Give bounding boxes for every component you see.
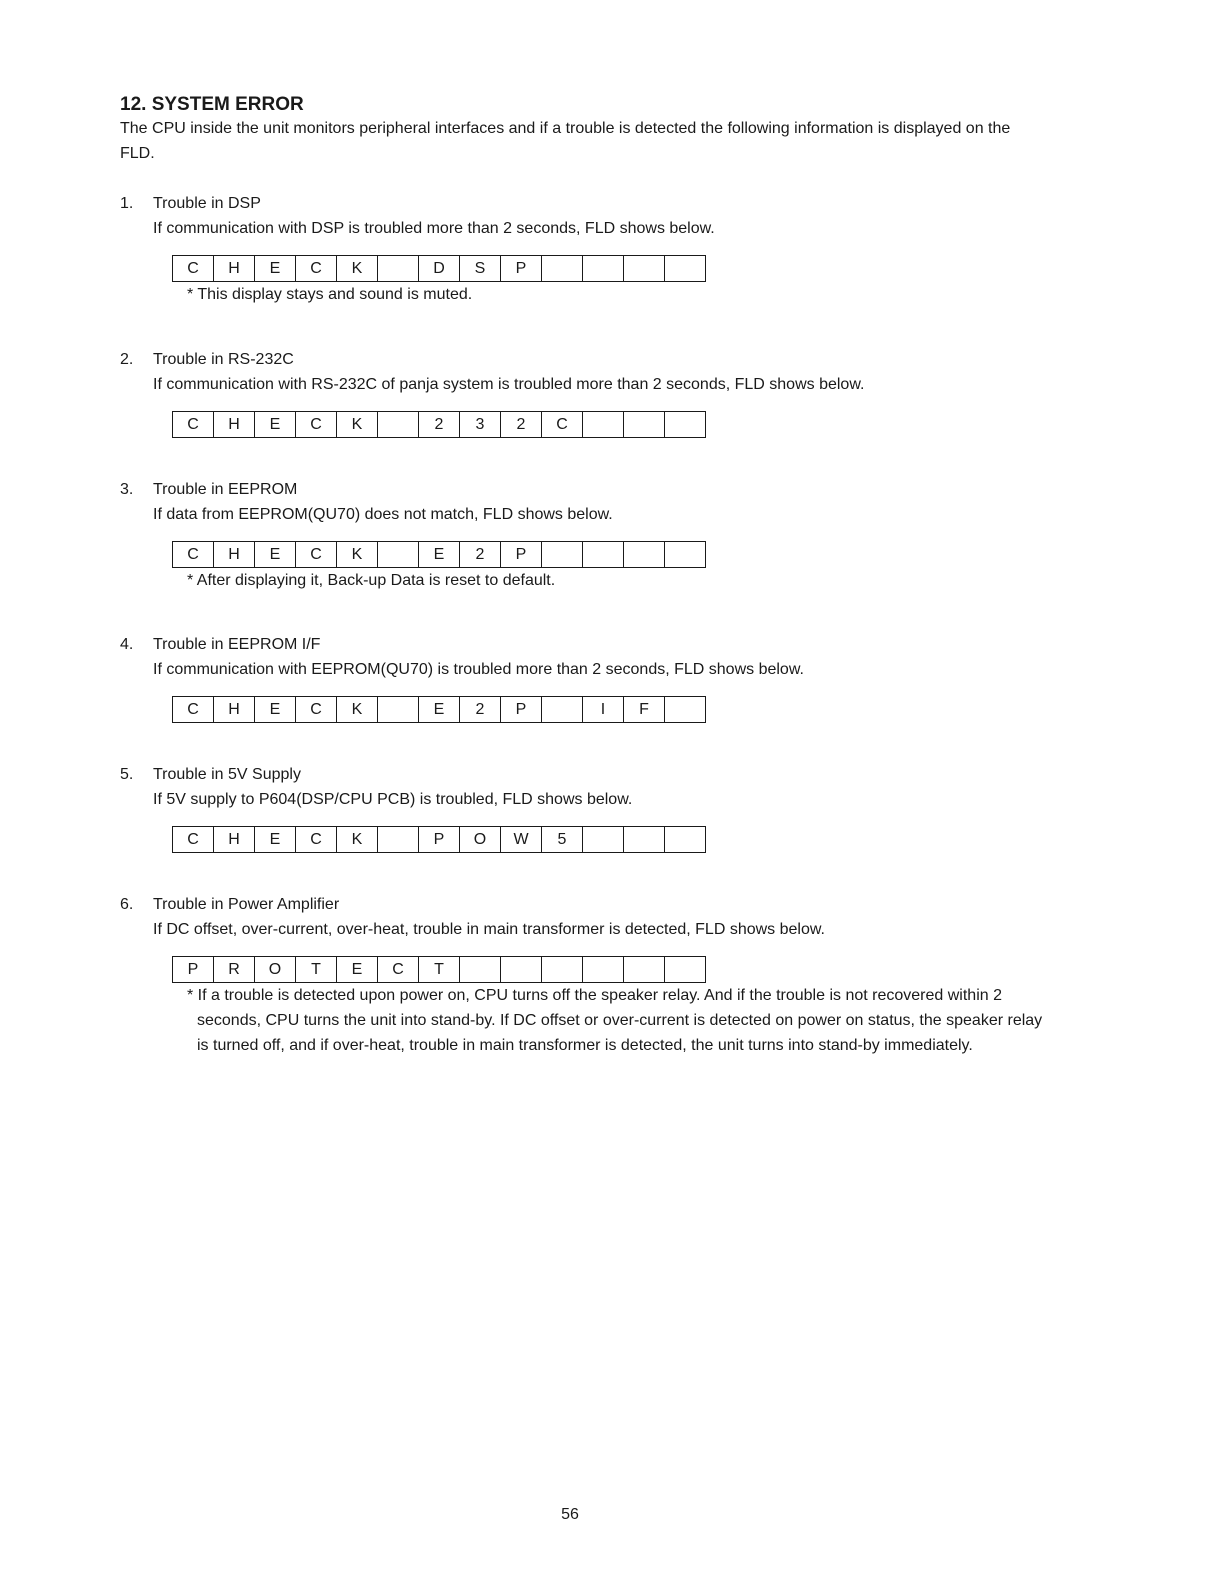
fld-cell: P (419, 826, 460, 853)
item-number: 1. (120, 195, 134, 212)
fld-cell (378, 696, 419, 723)
item-description: If communication with RS-232C of panja system is troubled more than 2 seconds, FLD shows below. (153, 376, 865, 393)
fld-cell (665, 696, 706, 723)
section-title: 12. SYSTEM ERROR (120, 94, 304, 115)
fld-display (172, 541, 706, 568)
error-item-eeprom (120, 477, 1080, 593)
fld-cell: C (296, 255, 337, 282)
fld-cell (583, 255, 624, 282)
fld-cell (583, 541, 624, 568)
fld-cell: D (419, 255, 460, 282)
fld-cell: C (173, 541, 214, 568)
item-note: * After displaying it, Back-up Data is reset to default. (187, 572, 556, 589)
item-title: Trouble in EEPROM (153, 481, 298, 498)
item-heading (120, 762, 1080, 787)
item-number: 3. (120, 481, 134, 498)
item-heading (120, 347, 1080, 372)
fld-cell: K (337, 826, 378, 853)
fld-cell: K (337, 411, 378, 438)
item-title: Trouble in 5V Supply (153, 766, 301, 783)
fld-cell: C (173, 826, 214, 853)
item-number: 6. (120, 896, 134, 913)
fld-cell (665, 541, 706, 568)
error-item-power-amplifier (120, 892, 1080, 1058)
fld-cell (583, 826, 624, 853)
item-description: If data from EEPROM(QU70) does not match, FLD shows below. (153, 506, 613, 523)
fld-display (172, 956, 706, 983)
fld-cell: C (173, 696, 214, 723)
fld-display (172, 255, 706, 282)
fld-cell (460, 956, 501, 983)
fld-cell: W (501, 826, 542, 853)
item-number: 4. (120, 636, 134, 653)
section-intro: The CPU inside the unit monitors peripheral interfaces and if a trouble is detected the following information is displayed on the FLD. (120, 120, 1011, 162)
fld-cell: E (419, 696, 460, 723)
fld-cell: C (296, 826, 337, 853)
fld-cell (624, 411, 665, 438)
fld-cell (665, 411, 706, 438)
fld-cell: E (255, 411, 296, 438)
fld-cell: 2 (419, 411, 460, 438)
fld-cell (624, 956, 665, 983)
item-title: Trouble in EEPROM I/F (153, 636, 321, 653)
fld-cell (624, 255, 665, 282)
item-number: 5. (120, 766, 134, 783)
fld-cell (542, 541, 583, 568)
fld-cell: E (255, 255, 296, 282)
fld-cell: H (214, 696, 255, 723)
error-item-dsp (120, 191, 1080, 307)
fld-cell: C (296, 541, 337, 568)
fld-cell: E (419, 541, 460, 568)
item-title: Trouble in DSP (153, 195, 261, 212)
fld-cell (583, 956, 624, 983)
item-note: * If a trouble is detected upon power on, CPU turns off the speaker relay. And if the trouble is not recovered within 2 seconds, CPU turns the unit into stand-by. If DC offset or over-current is detected on power on status, the speaker relay is turned off, and if over-heat, trouble in main transformer is detected, the unit turns into stand-by immediately. (187, 987, 1043, 1054)
fld-cell: E (337, 956, 378, 983)
fld-cell (665, 255, 706, 282)
fld-cell (665, 826, 706, 853)
fld-cell: C (296, 411, 337, 438)
fld-display (172, 411, 706, 438)
fld-cell: H (214, 826, 255, 853)
fld-cell: C (378, 956, 419, 983)
fld-cell: S (460, 255, 501, 282)
fld-cell: H (214, 541, 255, 568)
fld-cell: H (214, 255, 255, 282)
error-item-rs232c (120, 347, 1080, 438)
fld-cell (624, 826, 665, 853)
fld-cell: R (214, 956, 255, 983)
fld-cell (583, 411, 624, 438)
fld-cell (378, 255, 419, 282)
item-description: If 5V supply to P604(DSP/CPU PCB) is troubled, FLD shows below. (153, 791, 633, 808)
fld-cell: P (501, 255, 542, 282)
fld-cell: 5 (542, 826, 583, 853)
fld-cell: 2 (460, 541, 501, 568)
item-title: Trouble in Power Amplifier (153, 896, 340, 913)
fld-cell: T (296, 956, 337, 983)
item-heading (120, 632, 1080, 657)
fld-cell: C (296, 696, 337, 723)
fld-cell: 3 (460, 411, 501, 438)
page-number: 56 (561, 1506, 579, 1523)
fld-cell (665, 956, 706, 983)
item-heading (120, 892, 1080, 917)
fld-cell: O (255, 956, 296, 983)
fld-cell (542, 255, 583, 282)
item-description: If communication with EEPROM(QU70) is troubled more than 2 seconds, FLD shows below. (153, 661, 804, 678)
fld-cell: C (173, 411, 214, 438)
fld-cell: E (255, 541, 296, 568)
fld-display (172, 826, 706, 853)
fld-cell (501, 956, 542, 983)
fld-cell: E (255, 826, 296, 853)
fld-cell: K (337, 541, 378, 568)
fld-cell: P (501, 696, 542, 723)
item-number: 2. (120, 351, 134, 368)
fld-cell (624, 541, 665, 568)
item-heading (120, 191, 1080, 216)
error-item-5v-supply (120, 762, 1080, 853)
fld-cell: 2 (460, 696, 501, 723)
fld-cell: E (255, 696, 296, 723)
fld-cell (378, 411, 419, 438)
fld-cell: P (173, 956, 214, 983)
fld-cell: F (624, 696, 665, 723)
fld-cell: P (501, 541, 542, 568)
item-description: If DC offset, over-current, over-heat, trouble in main transformer is detected, FLD shows below. (153, 921, 825, 938)
fld-cell: I (583, 696, 624, 723)
fld-cell (378, 826, 419, 853)
fld-display (172, 696, 706, 723)
fld-cell (542, 956, 583, 983)
fld-cell: O (460, 826, 501, 853)
item-heading (120, 477, 1080, 502)
fld-cell (542, 696, 583, 723)
fld-cell: C (542, 411, 583, 438)
fld-cell (378, 541, 419, 568)
fld-cell: T (419, 956, 460, 983)
item-note: * This display stays and sound is muted. (187, 286, 473, 303)
fld-cell: 2 (501, 411, 542, 438)
fld-cell: H (214, 411, 255, 438)
fld-cell: C (173, 255, 214, 282)
fld-cell: K (337, 696, 378, 723)
item-title: Trouble in RS-232C (153, 351, 294, 368)
item-description: If communication with DSP is troubled more than 2 seconds, FLD shows below. (153, 220, 715, 237)
fld-cell: K (337, 255, 378, 282)
error-item-eeprom-if (120, 632, 1080, 723)
